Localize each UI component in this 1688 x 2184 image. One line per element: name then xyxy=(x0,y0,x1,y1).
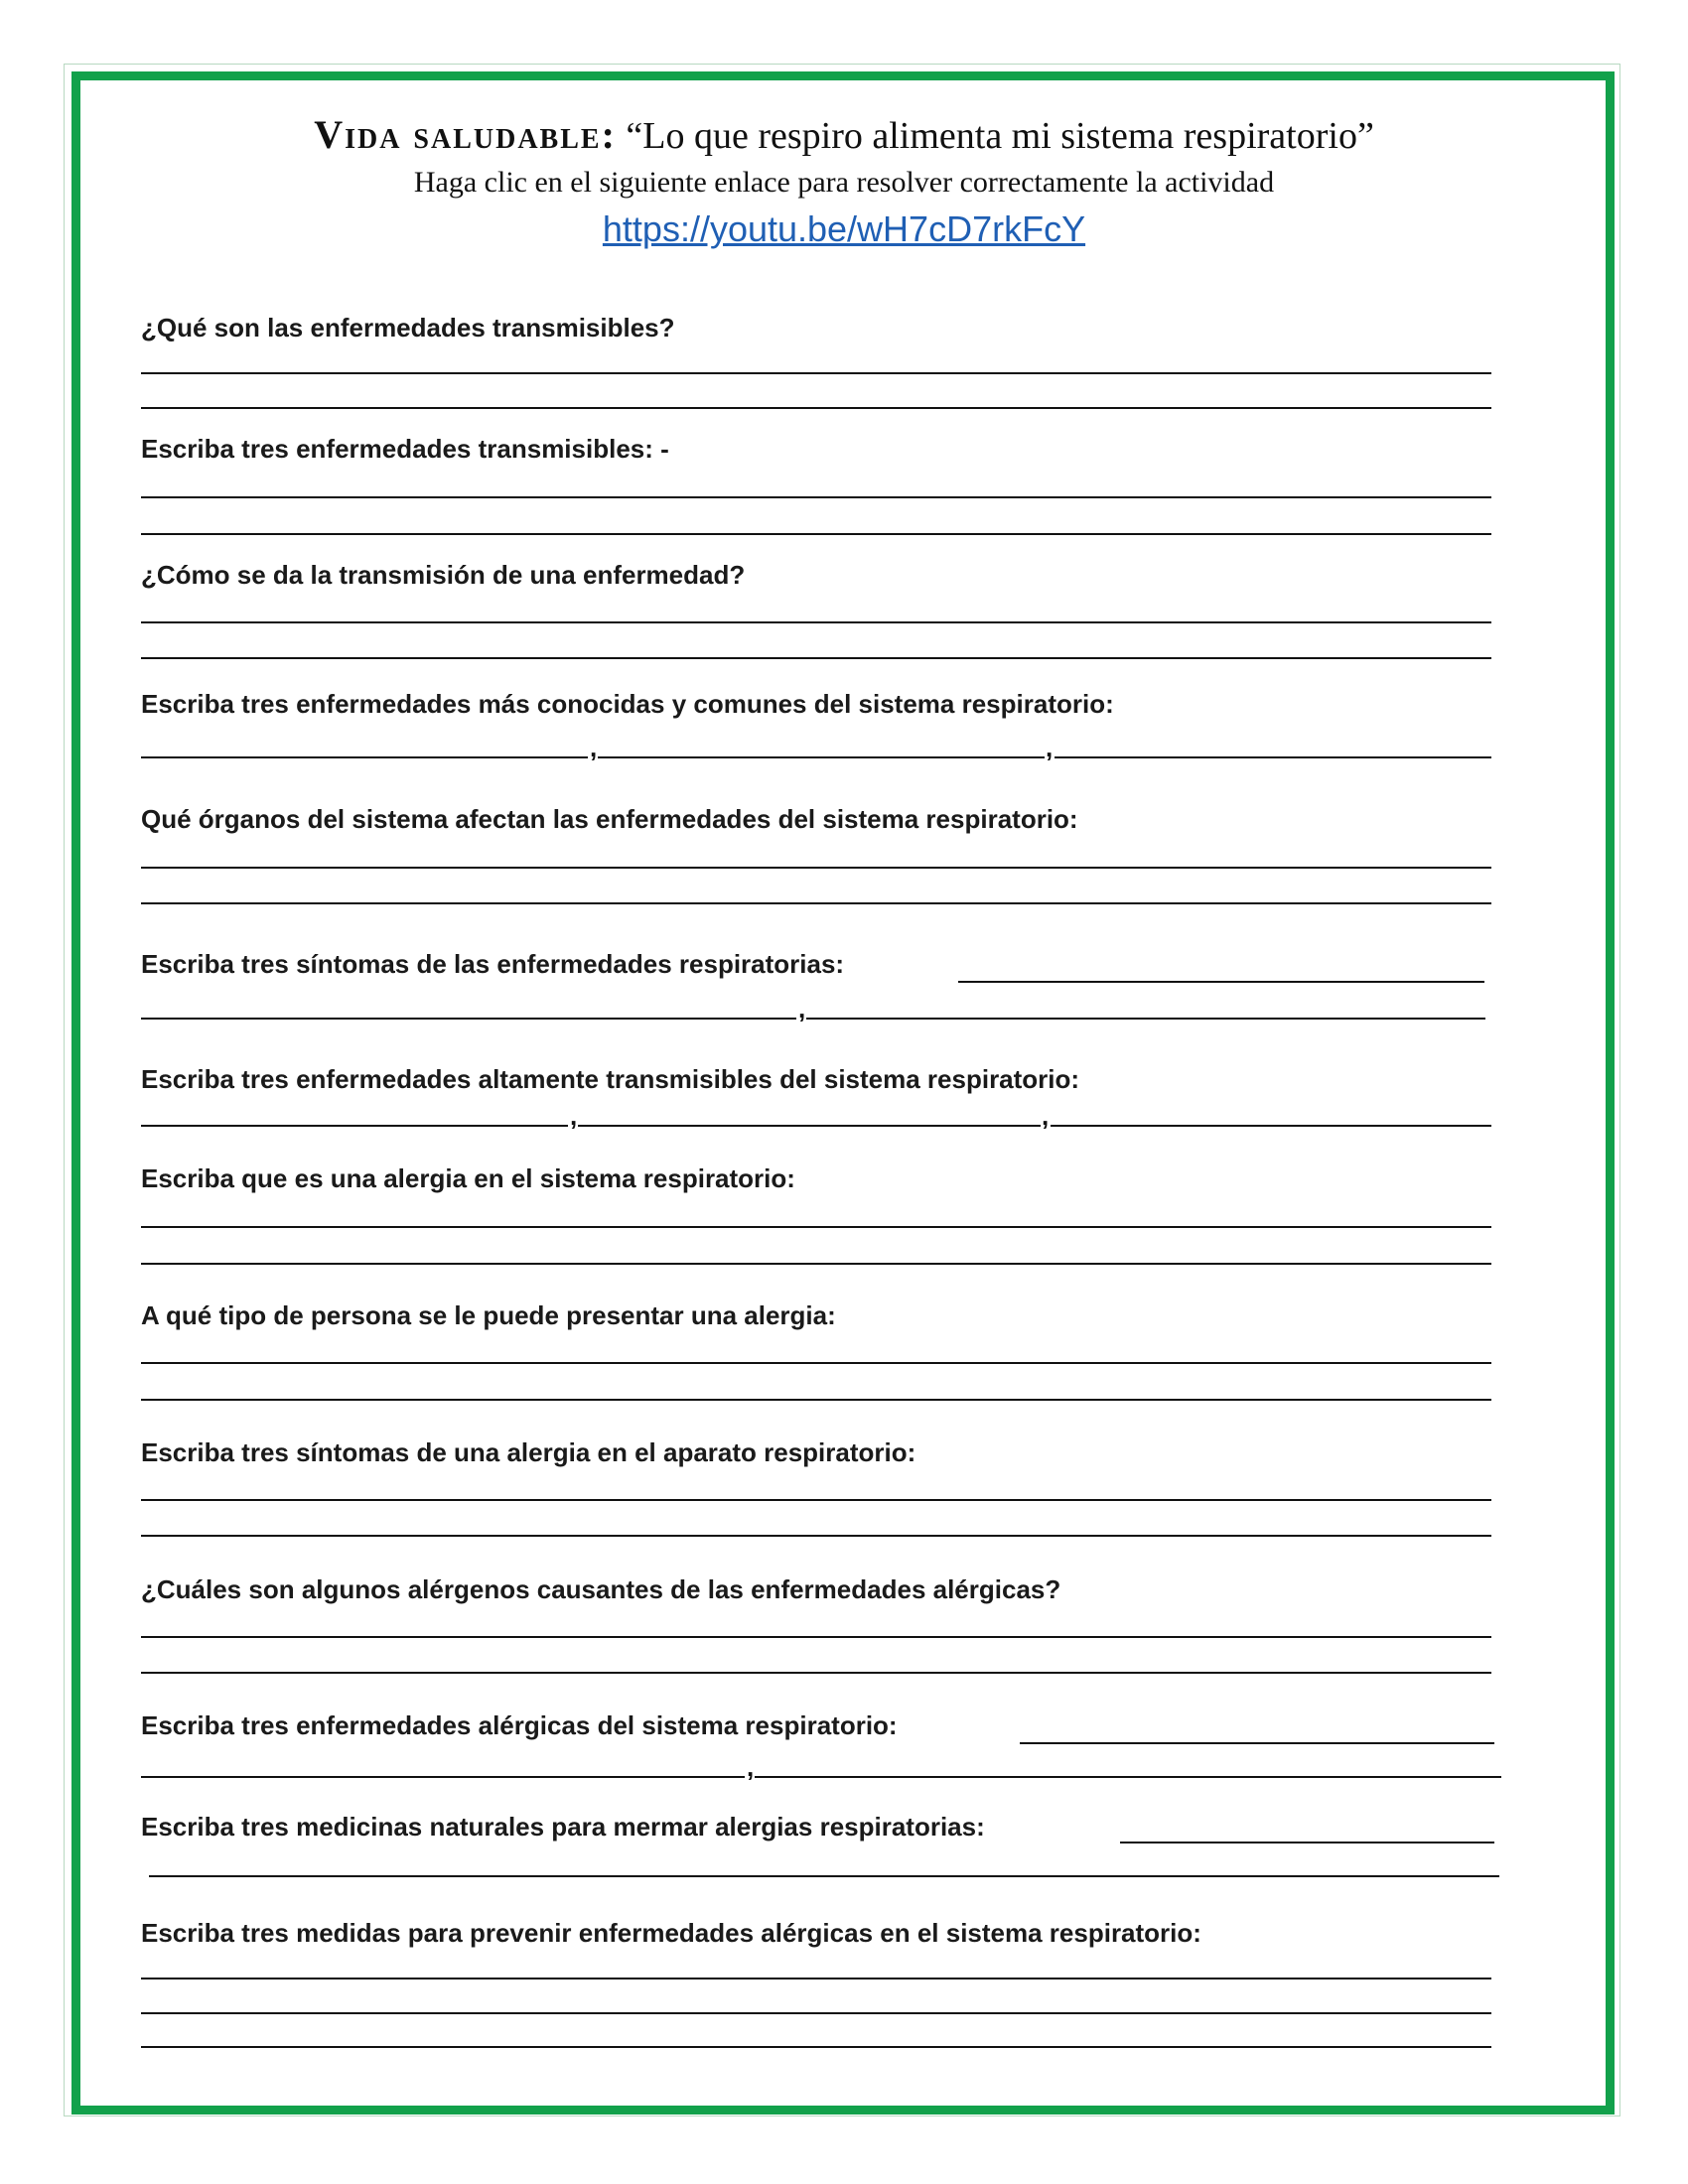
answer-line[interactable] xyxy=(141,2012,1491,2014)
title-text: “Lo que respiro alimenta mi sistema respiratorio” xyxy=(626,115,1374,157)
separator-comma: , xyxy=(1046,733,1054,762)
question-13: Escriba tres medicinas naturales para mermar alergias respiratorias: xyxy=(141,1812,985,1842)
answer-line[interactable] xyxy=(1020,1742,1494,1744)
answer-line[interactable] xyxy=(578,1125,1041,1127)
question-8: Escriba que es una alergia en el sistema respiratorio: xyxy=(141,1163,795,1193)
answer-line[interactable] xyxy=(141,1776,745,1778)
answer-line[interactable] xyxy=(1055,756,1491,758)
answer-line[interactable] xyxy=(141,1535,1491,1537)
answer-line[interactable] xyxy=(141,1362,1491,1364)
answer-line[interactable] xyxy=(806,1018,1485,1020)
answer-line[interactable] xyxy=(141,621,1491,623)
separator-comma: , xyxy=(590,733,598,762)
answer-line[interactable] xyxy=(141,2046,1491,2048)
separator-comma: , xyxy=(570,1101,578,1131)
question-4: Escriba tres enfermedades más conocidas y comunes del sistema respiratorio: xyxy=(141,689,1114,719)
answer-line[interactable] xyxy=(1051,1125,1491,1127)
separator-comma: , xyxy=(747,1752,755,1782)
video-link[interactable]: https://youtu.be/wH7cD7rkFcY xyxy=(602,208,1086,249)
answer-line[interactable] xyxy=(141,902,1491,904)
answer-line[interactable] xyxy=(141,657,1491,659)
answer-line[interactable] xyxy=(958,981,1484,983)
question-12: Escriba tres enfermedades alérgicas del sistema respiratorio: xyxy=(141,1710,898,1740)
answer-line[interactable] xyxy=(141,1978,1491,1979)
answer-line[interactable] xyxy=(755,1776,1501,1778)
question-1: ¿Qué son las enfermedades transmisibles? xyxy=(141,313,675,342)
video-link-wrapper xyxy=(99,208,1589,250)
answer-line[interactable] xyxy=(141,496,1491,498)
worksheet-title xyxy=(99,111,1589,158)
question-5: Qué órganos del sistema afectan las enfermedades del sistema respiratorio: xyxy=(141,804,1078,834)
question-7: Escriba tres enfermedades altamente transmisibles del sistema respiratorio: xyxy=(141,1064,1080,1094)
question-9: A qué tipo de persona se le puede presentar una alergia: xyxy=(141,1300,836,1330)
answer-line[interactable] xyxy=(141,407,1491,409)
separator-comma: , xyxy=(1042,1101,1050,1131)
answer-line[interactable] xyxy=(141,1636,1491,1638)
answer-line[interactable] xyxy=(141,1499,1491,1501)
question-2: Escriba tres enfermedades transmisibles: - xyxy=(141,434,669,464)
answer-line[interactable] xyxy=(141,533,1491,535)
answer-line[interactable] xyxy=(141,1672,1491,1674)
answer-line[interactable] xyxy=(1120,1842,1494,1843)
answer-line[interactable] xyxy=(141,1263,1491,1265)
answer-line[interactable] xyxy=(141,372,1491,374)
title-brand: Vida saludable: xyxy=(314,112,617,157)
question-3: ¿Cómo se da la transmisión de una enfermedad? xyxy=(141,560,746,590)
answer-line[interactable] xyxy=(141,1125,568,1127)
answer-line[interactable] xyxy=(141,1226,1491,1228)
answer-line[interactable] xyxy=(598,756,1045,758)
question-11: ¿Cuáles son algunos alérgenos causantes de las enfermedades alérgicas? xyxy=(141,1574,1061,1604)
question-6: Escriba tres síntomas de las enfermedades respiratorias: xyxy=(141,949,845,979)
answer-line[interactable] xyxy=(141,1399,1491,1401)
instruction-text: Haga clic en el siguiente enlace para resolver correctamente la actividad xyxy=(413,166,1275,199)
separator-comma: , xyxy=(798,994,806,1024)
question-14: Escriba tres medidas para prevenir enfermedades alérgicas en el sistema respiratorio: xyxy=(141,1918,1201,1948)
answer-line[interactable] xyxy=(141,756,588,758)
answer-line[interactable] xyxy=(149,1875,1499,1877)
question-10: Escriba tres síntomas de una alergia en el aparato respiratorio: xyxy=(141,1437,916,1467)
answer-line[interactable] xyxy=(141,1018,796,1020)
answer-line[interactable] xyxy=(141,867,1491,869)
